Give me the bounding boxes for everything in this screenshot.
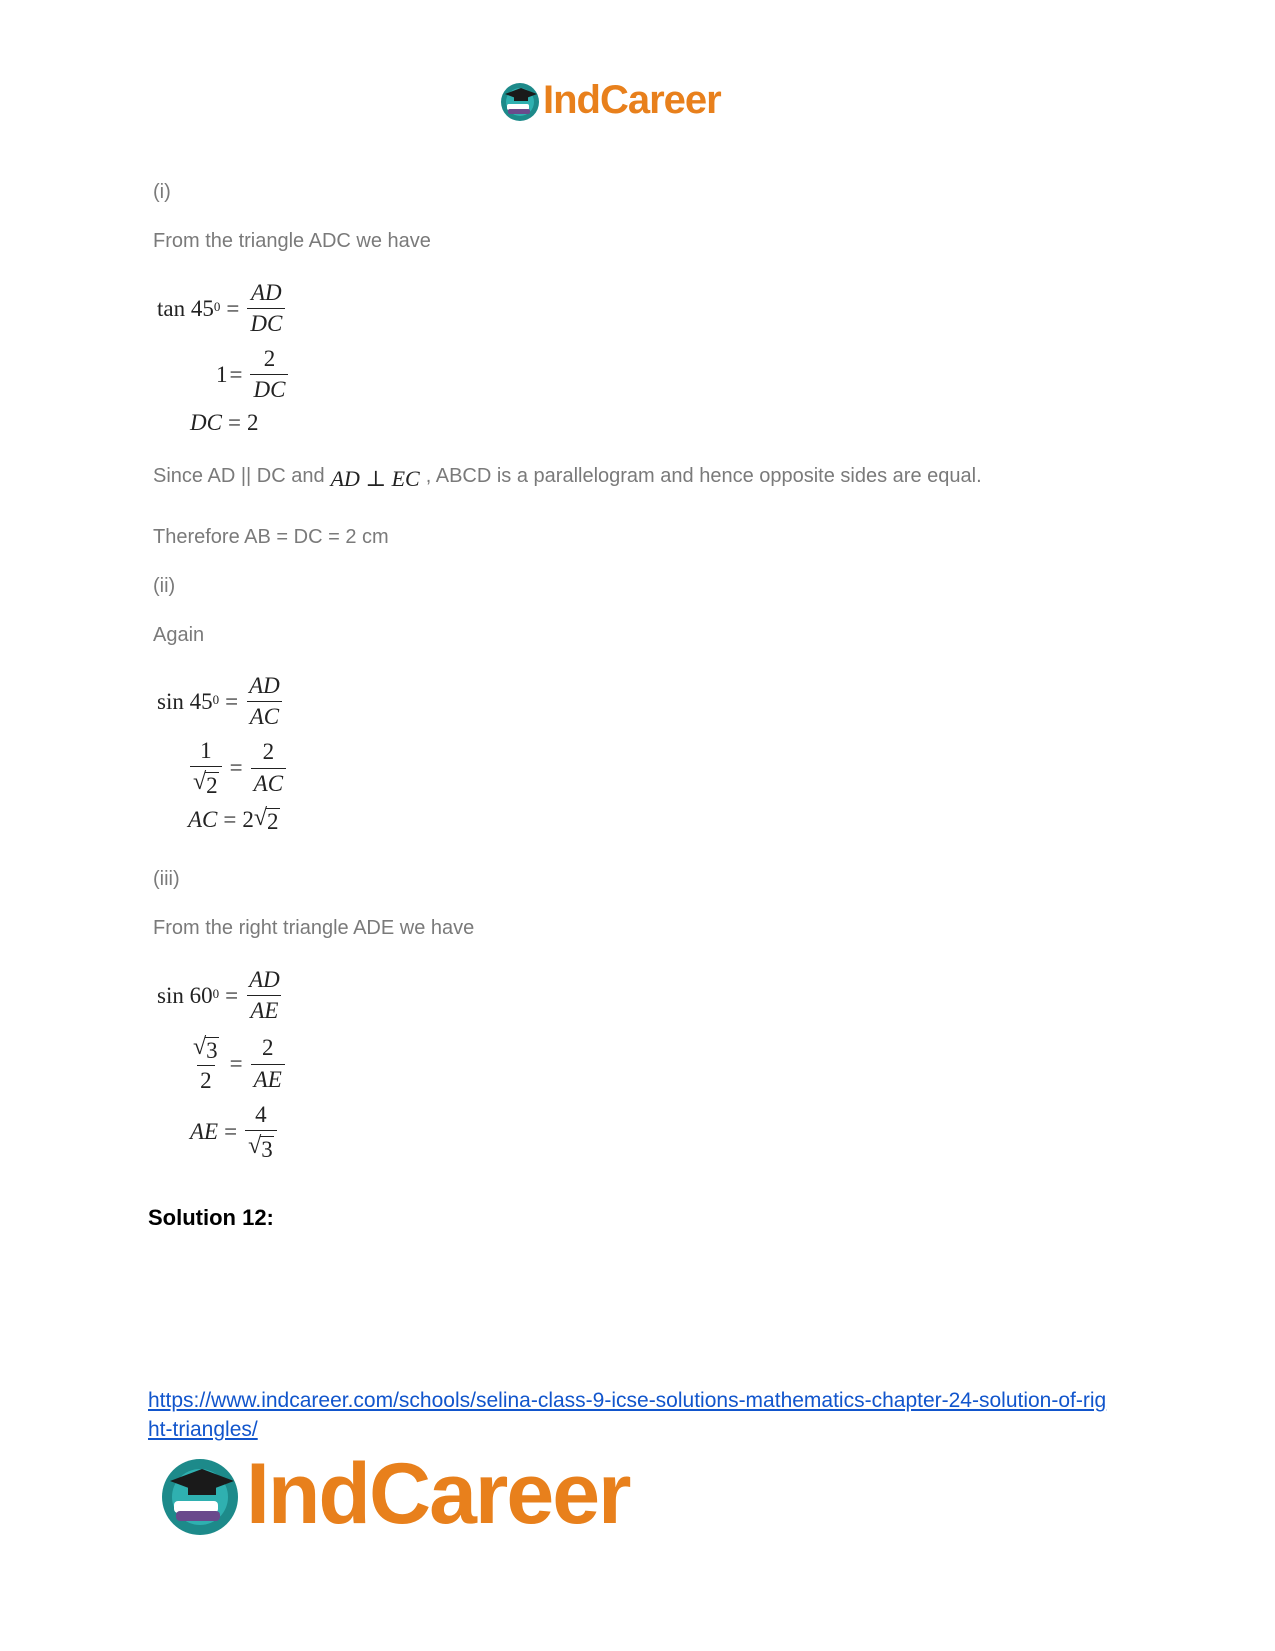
paragraph-ade: From the right triangle ADE we have [153,917,475,939]
frac-num: AD [250,280,282,305]
equation-dc-eq-2: DC = 2 [190,410,259,435]
lhs-var: DC [190,410,222,435]
equation-1-root2: 1 √ 2 = $\frac{2}{AC}$ [188,738,288,799]
part-label-ii: (ii) [153,575,176,597]
frac-den: DC [247,308,285,337]
radicand: 3 [206,1038,218,1063]
equation-root3-over-2: √ 3 2 = $\frac{2}{AE}$ [188,1034,287,1095]
equation-ae-4-root3: AE = 4 √ 3 [190,1102,279,1163]
frac-den: AE [247,995,281,1024]
frac-den: AC [247,701,282,730]
paragraph-parallelogram [153,460,982,492]
equation-sin60: sin 60 $^0$ = $\frac{AD}{AE}$ [157,967,285,1025]
part-label-i: (i) [153,181,171,203]
brand-name: IndCareer [246,1446,630,1542]
graduation-books-icon [158,1453,242,1537]
frac-num: 2 [261,1035,274,1061]
frac-num: 2 [262,739,275,765]
tan-fn: tan 45 [157,295,214,321]
equation-sin45: sin 45 $^0$ = $\frac{AD}{AC}$ [157,673,285,731]
lhs-var: AE [190,1119,219,1145]
radicand: 2 [267,809,279,834]
frac-num: 4 [255,1102,267,1127]
paragraph-again: Again [153,624,205,646]
frac-num: AD [249,673,280,698]
coef: 2 [242,807,254,833]
graduation-books-icon [499,80,541,122]
frac-den: AC [251,768,286,797]
sin-fn: sin 60 [157,982,213,1008]
rhs-value: 2 [246,410,259,435]
degree-sup: 0 [212,691,220,707]
frac-den: AE [251,1064,285,1093]
solution-heading: Solution 12: [148,1205,274,1230]
part-label-iii: (iii) [153,868,180,890]
source-link[interactable]: https://www.indcareer.com/schools/selina-class-9-icse-solutions-mathematics-chapter-24-solution-of-right-triangles/ [148,1389,1107,1441]
equation-tan45: tan 45 $^0$ = $\frac{AD}{DC}$ [157,280,287,338]
frac-den: DC [250,374,288,403]
sin-fn: sin 45 [157,688,213,714]
radicand: 2 [206,773,218,799]
degree-sup: 0 [213,298,221,314]
header-logo [499,78,721,123]
equation-1-eq-2-dc: 1 = $\frac{2}{DC}$ [216,346,290,404]
frac-den: 2 [197,1065,215,1094]
paragraph-adc: From the triangle ADC we have [153,230,431,252]
radicand: 3 [261,1137,273,1163]
lhs-value: 1 [216,361,228,387]
footer-logo [158,1445,630,1544]
brand-name: IndCareer [543,78,721,122]
lhs-var: AC [188,807,218,833]
degree-sup: 0 [212,985,220,1001]
frac-num: 1 [200,738,212,763]
para-pre: Since AD || DC and [153,464,325,487]
equation-ac-2root2: AC = 2 √ 2 [188,805,279,834]
frac-num: AD [249,967,280,992]
para-post: , ABCD is a parallelogram and hence opposite sides are equal. [425,464,982,487]
paragraph-ab-dc: Therefore AB = DC = 2 cm [153,526,389,548]
perpendicular-expr: AD ⊥ EC [330,466,420,491]
frac-num: 2 [263,346,276,371]
